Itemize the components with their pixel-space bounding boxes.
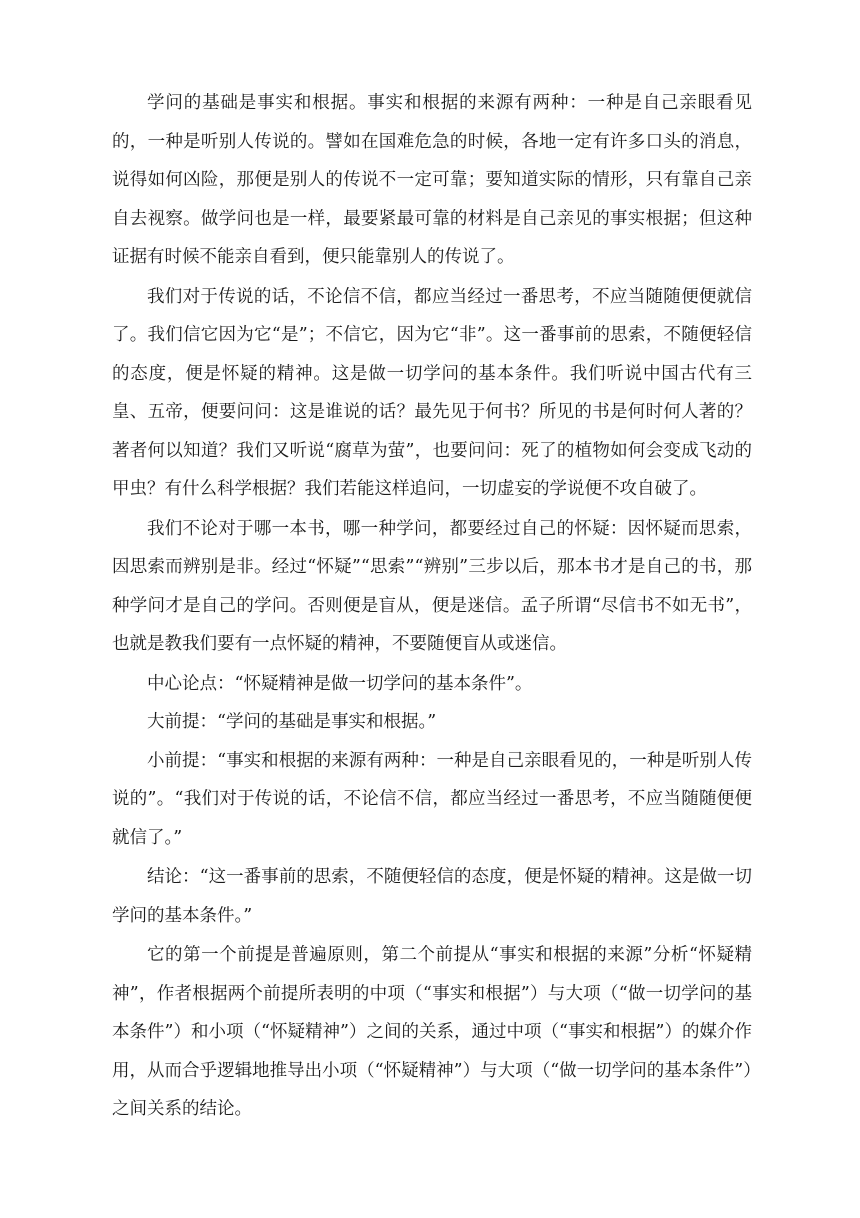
paragraph-doubt-spirit: 我们不论对于哪一本书，哪一种学问，都要经过自己的怀疑：因怀疑而思索，因思索而辨别是非。经过“怀疑”“思索”“辨别”三步以后，那本书才是自己的书，那种学问才是自己的学问。否则便是盲从，便是迷信。孟子所谓“尽信书不如无书”，也就是教我们要有一点怀疑的精神，不要随便盲从或迷信。 bbox=[112, 518, 752, 654]
paragraph-conclusion: 结论：“这一番事前的思索，不随便轻信的态度，便是怀疑的精神。这是做一切学问的基本条件。” bbox=[112, 867, 752, 926]
paragraph-analysis: 它的第一个前提是普遍原则，第二个前提从“事实和根据的来源”分析“怀疑精神”，作者根据两个前提所表明的中项（“事实和根据”）与大项（“做一切学问的基本条件”）和小项（“怀疑精神”）之间的关系，通过中项（“事实和根据”）的媒介作用，从而合乎逻辑地推导出小项（“怀疑精神”）与大项（“做一切学问的基本条件”）之间关系的结论。 bbox=[112, 945, 752, 1119]
paragraph-central-argument: 中心论点：“怀疑精神是做一切学问的基本条件”。 bbox=[147, 673, 533, 694]
paragraph-minor-premise: 小前提：“事实和根据的来源有两种：一种是自己亲眼看见的，一种是听别人传说的”。“我们对于传说的话，不论信不信，都应当经过一番思考，不应当随随便便就信了。” bbox=[112, 750, 752, 848]
paragraph-major-premise: 大前提：“学问的基础是事实和根据。” bbox=[147, 712, 437, 732]
paragraph-basis-of-learning: 学问的基础是事实和根据。事实和根据的来源有两种：一种是自己亲眼看见的，一种是听别人传说的。譬如在国难危急的时候，各地一定有许多口头的消息，说得如何凶险，那便是别人的传说不一定可靠；要知道实际的情形，只有靠自己亲自去视察。做学问也是一样，最要紧最可靠的材料是自己亲见的事实根据；但这种证据有时候不能亲自看到，便只能靠别人的传说了。 bbox=[112, 93, 752, 267]
document-body bbox=[112, 84, 752, 1130]
paragraph-hearsay-thinking: 我们对于传说的话，不论信不信，都应当经过一番思考，不应当随随便便就信了。我们信它因为它“是”；不信它，因为它“非”。这一番事前的思索，不随便轻信的态度，便是怀疑的精神。这是做一切学问的基本条件。我们听说中国古代有三皇、五帝，便要问问：这是谁说的话？最先见于何书？所见的书是何时何人著的？著者何以知道？我们又听说“腐草为萤”，也要问问：死了的植物如何会变成飞动的甲虫？有什么科学根据？我们若能这样追问，一切虚妄的学说便不攻自破了。 bbox=[112, 286, 752, 499]
